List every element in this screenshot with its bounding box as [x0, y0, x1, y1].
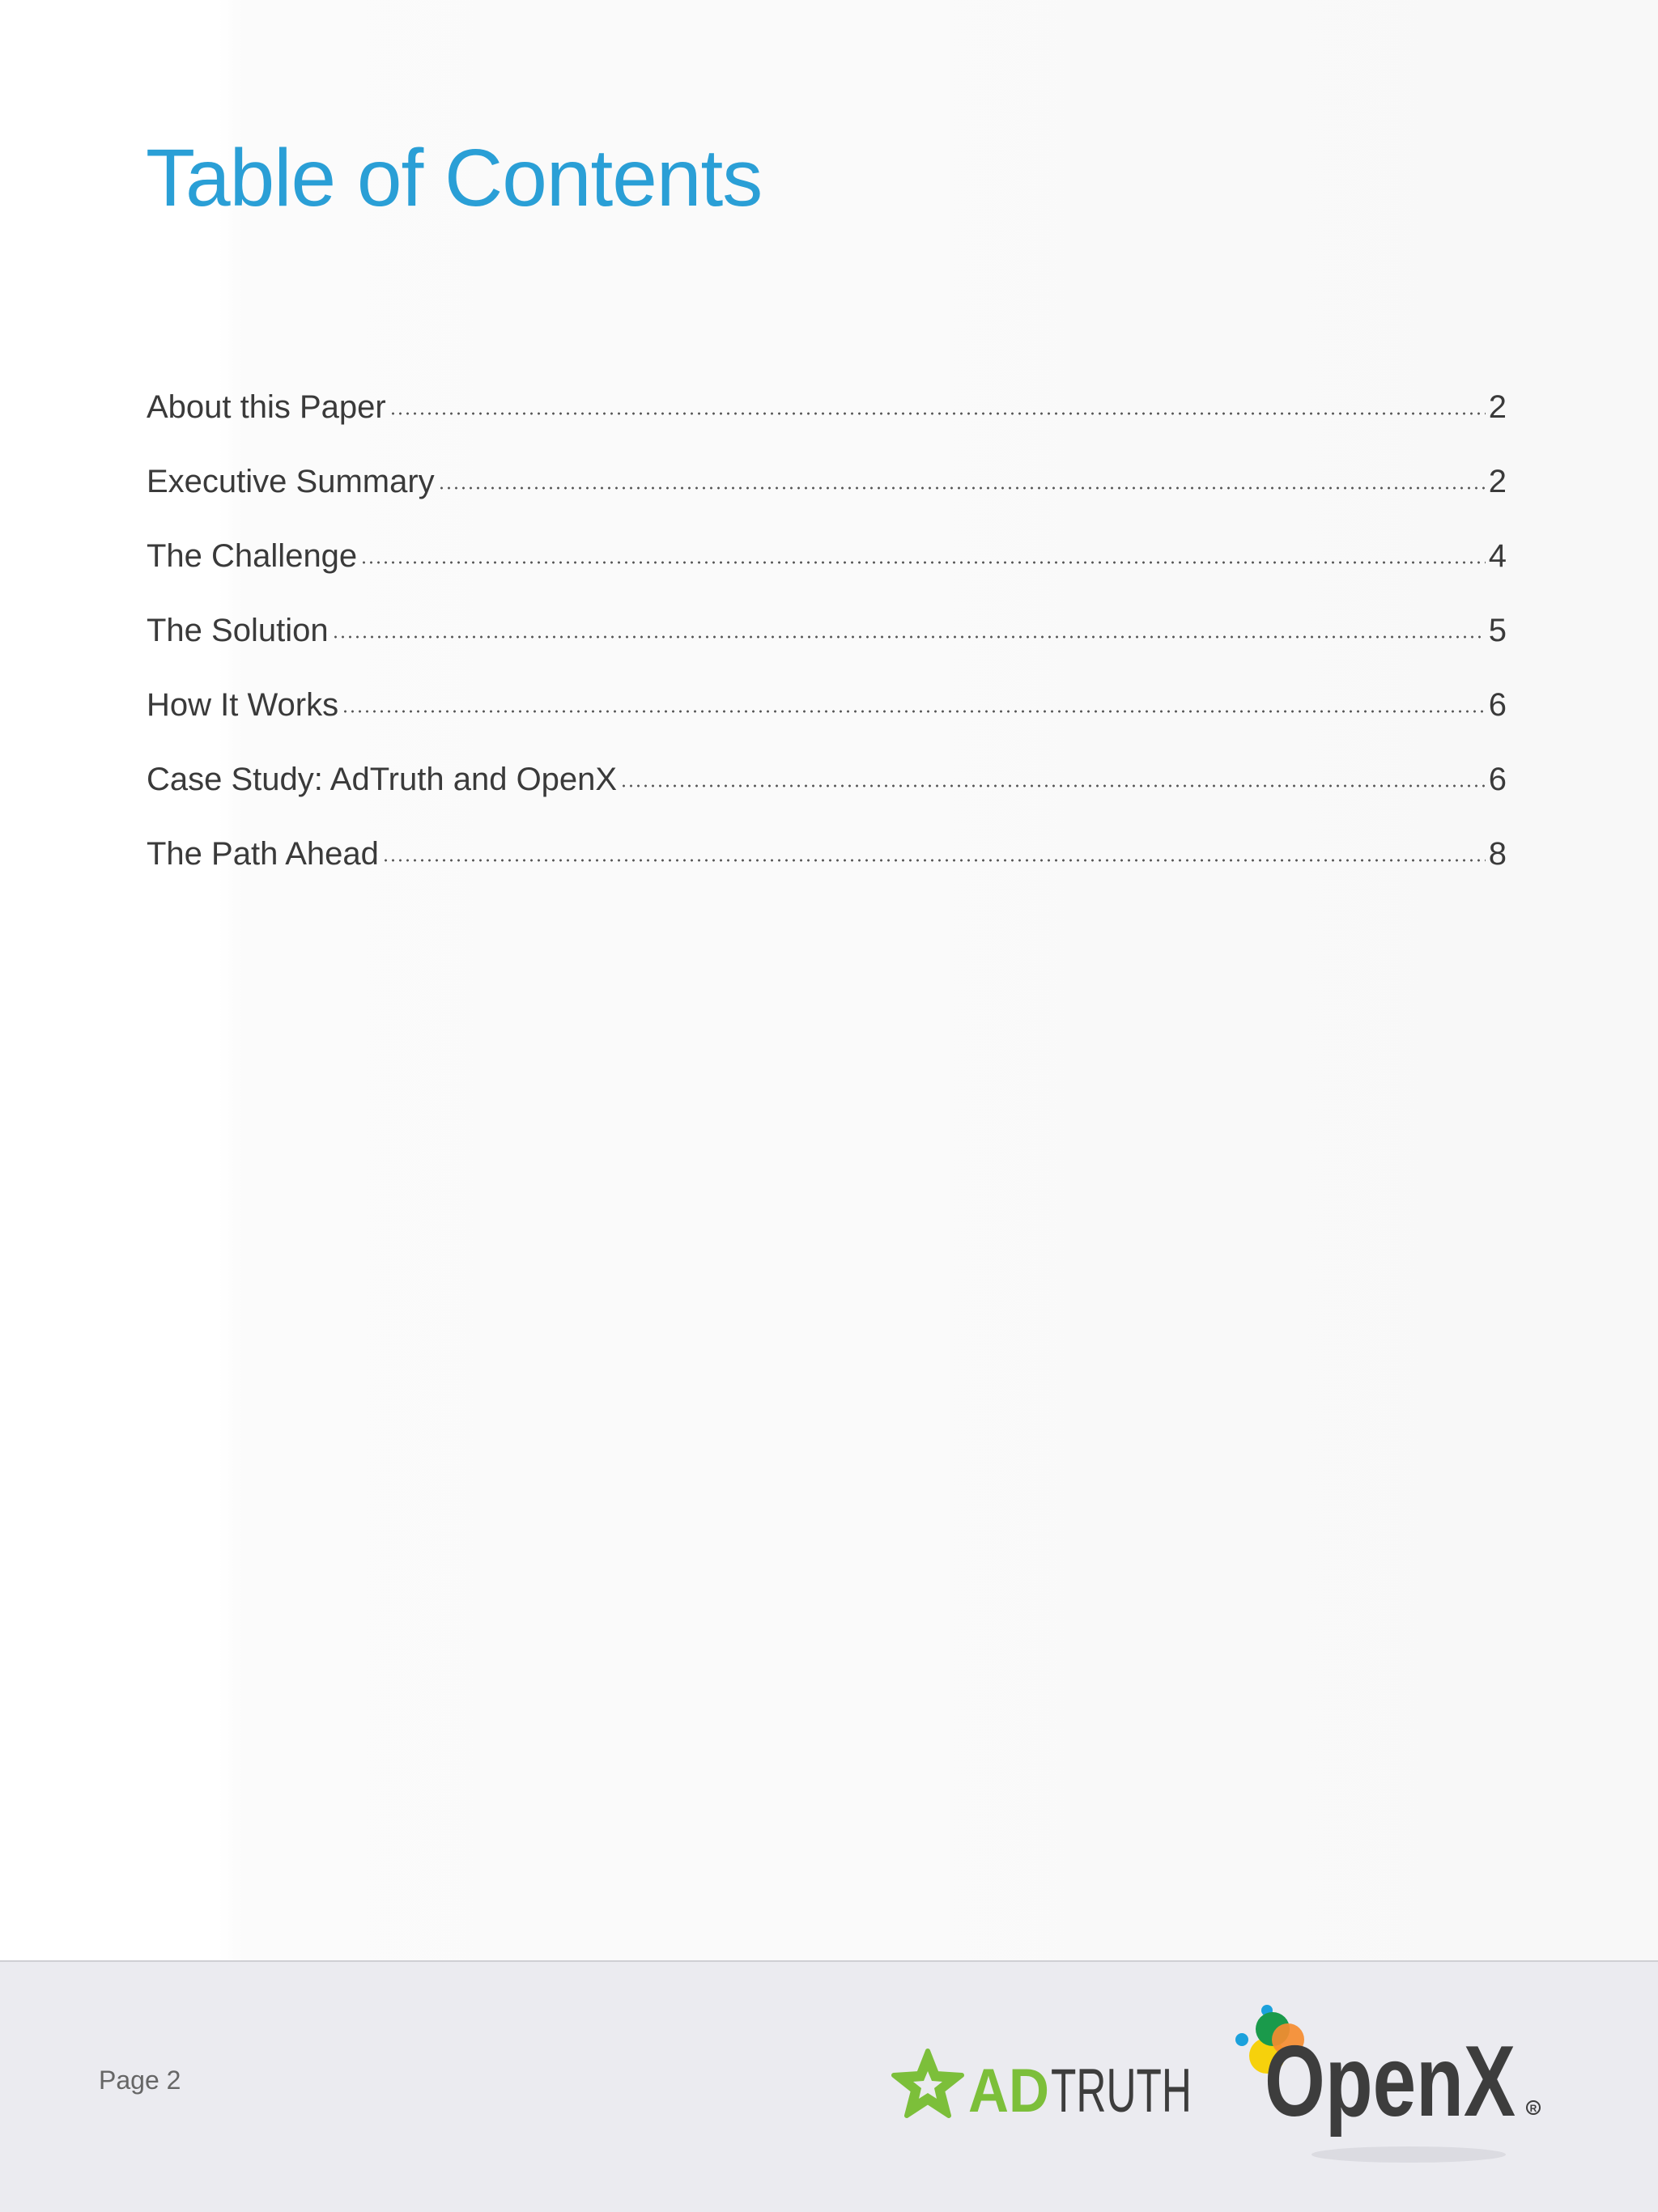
page-footer	[0, 1960, 1658, 2212]
toc-item-page: 6	[1488, 762, 1507, 797]
toc-dot-leader	[382, 859, 1486, 862]
svg-text:TRUTH: TRUTH	[1051, 2057, 1192, 2125]
toc-dot-leader	[360, 561, 1486, 564]
adtruth-logo	[887, 2044, 1195, 2125]
toc-item[interactable]	[147, 836, 1507, 911]
toc-item-page: 2	[1488, 464, 1507, 499]
toc-dot-leader	[620, 784, 1486, 788]
toc-item-page: 2	[1488, 389, 1507, 425]
svg-text:R: R	[1529, 2103, 1537, 2114]
toc-item-label: About this Paper	[147, 389, 386, 425]
page-title: Table of Contents	[146, 133, 763, 223]
toc-dot-leader	[389, 412, 1486, 415]
page-number: Page 2	[99, 2066, 181, 2095]
toc-item-label: Executive Summary	[147, 464, 435, 499]
toc-item-label: Case Study: AdTruth and OpenX	[147, 762, 618, 797]
svg-text:AD: AD	[968, 2057, 1049, 2125]
toc-item-label: The Path Ahead	[147, 836, 379, 872]
toc-item[interactable]	[147, 464, 1507, 538]
toc-item-label: How It Works	[147, 687, 339, 723]
toc-item[interactable]	[147, 613, 1507, 687]
toc-item-page: 6	[1488, 687, 1507, 723]
toc-item[interactable]	[147, 687, 1507, 762]
toc-dot-leader	[342, 710, 1486, 713]
svg-text:OpenX: OpenX	[1265, 2026, 1516, 2138]
toc-item-page: 8	[1488, 836, 1507, 872]
toc-item-label: The Challenge	[147, 538, 358, 574]
toc-item[interactable]	[147, 762, 1507, 836]
toc-list	[147, 389, 1507, 911]
openx-logo	[1231, 2001, 1554, 2179]
toc-item-page: 5	[1488, 613, 1507, 648]
toc-item[interactable]	[147, 389, 1507, 464]
toc-dot-leader	[438, 486, 1486, 490]
toc-item-page: 4	[1488, 538, 1507, 574]
toc-item[interactable]	[147, 538, 1507, 613]
toc-item-label: The Solution	[147, 613, 329, 648]
adtruth-star-icon	[894, 2051, 962, 2116]
toc-dot-leader	[332, 635, 1486, 639]
